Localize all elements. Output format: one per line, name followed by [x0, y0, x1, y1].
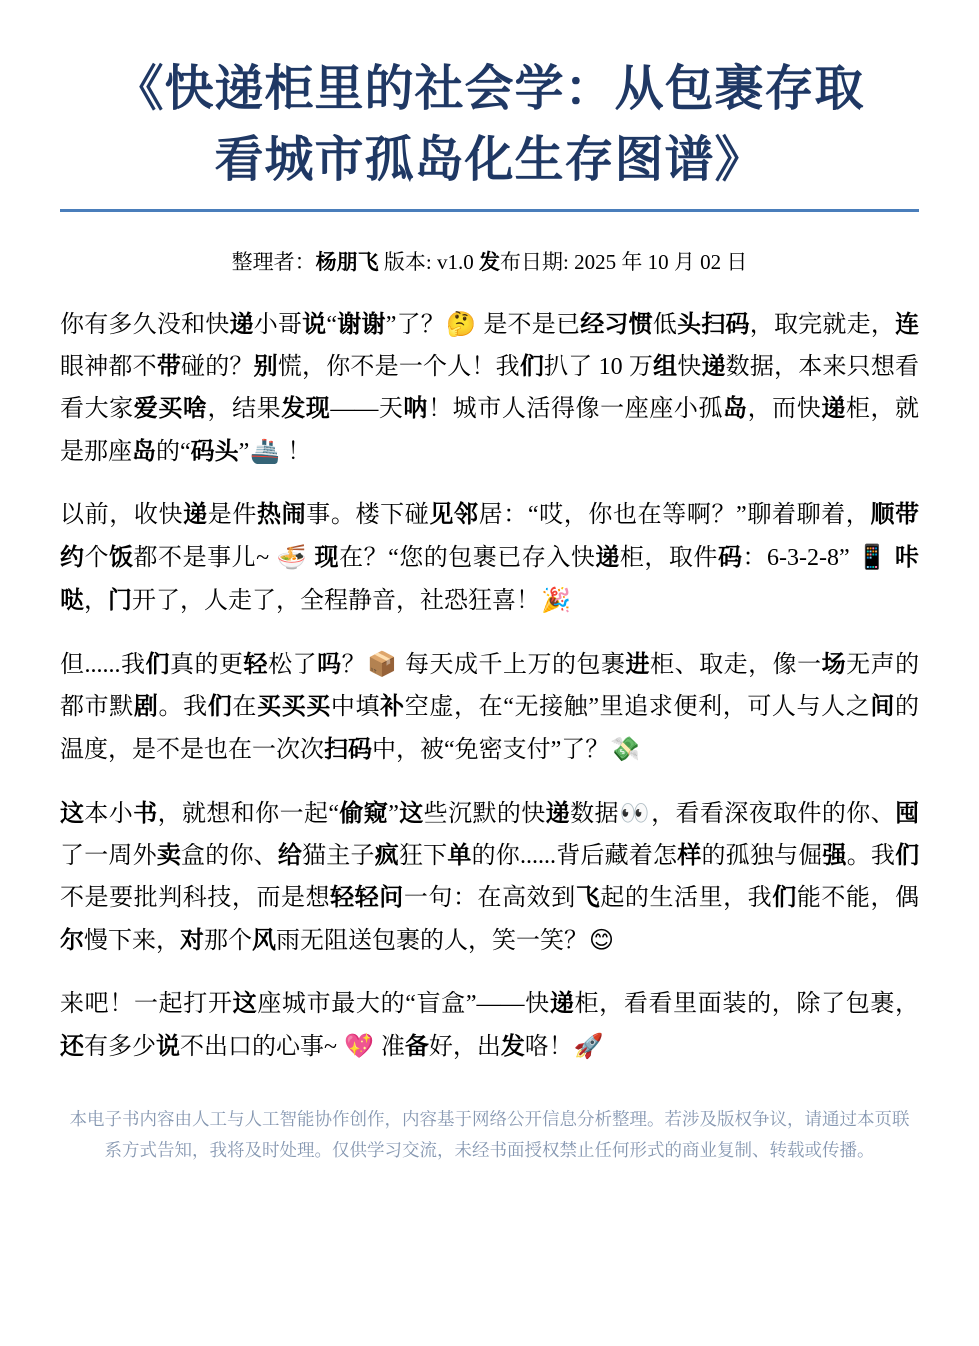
smiling-face-emoji: 😊: [589, 926, 615, 955]
bold-text: 岛: [723, 395, 748, 423]
text: 不是要批判科技，而是想: [60, 885, 331, 912]
text: 的“: [156, 439, 191, 466]
text: 能不能，偶: [796, 885, 920, 912]
text: 本小: [84, 801, 134, 828]
bold-text: 递: [545, 800, 571, 828]
bold-text: 谢谢: [337, 311, 386, 339]
bold-text: 风: [252, 927, 276, 955]
bold-text: 热闹: [256, 501, 307, 529]
bold-text: 杨朋飞: [315, 251, 379, 275]
bold-text: 咔哒: [60, 544, 920, 615]
text: ”: [238, 439, 250, 466]
bold-text: 们: [207, 693, 233, 721]
text: 雨无阻送包裹的人，笑一笑？: [276, 928, 588, 955]
text: 慌，你不是一个人！我: [277, 354, 520, 381]
text: 数据: [570, 801, 619, 828]
text: 猫主子: [302, 843, 375, 870]
bold-text: 剧: [133, 693, 159, 721]
text: 空虚，在“无接触”里追求便利，可人与人之: [404, 694, 871, 721]
bold-text: 递: [183, 501, 208, 529]
bold-text: 递: [229, 311, 254, 339]
bold-text: 码头: [190, 438, 239, 466]
body-text: [60, 303, 919, 1068]
text: 以前，收快: [60, 502, 184, 529]
bold-text: 这: [398, 800, 424, 828]
text: 版本: v1.0: [378, 250, 479, 275]
text: 扒了 10 万: [544, 354, 654, 381]
package-emoji: 📦: [367, 650, 398, 679]
text: 一句：在高效到: [403, 885, 576, 912]
bold-text: 间: [870, 693, 896, 721]
bold-text: 尔: [60, 927, 84, 955]
bold-text: 经习惯: [580, 311, 653, 339]
bold-text: 岛: [132, 438, 156, 466]
noodle-bowl-emoji: 🍜: [276, 543, 308, 572]
bold-text: 偷窥: [339, 800, 389, 828]
bold-text: 爱买啥: [133, 395, 208, 423]
bold-text: 场: [821, 651, 847, 679]
text: 眼神都不: [60, 354, 157, 381]
text: ，而快: [747, 396, 822, 423]
text: ”了？: [385, 312, 446, 339]
bold-text: 们: [145, 651, 171, 679]
text: 柜、取走，像一: [650, 652, 822, 679]
bold-text: 递: [595, 544, 620, 572]
text: 开了，人走了，全程静音，社恐狂喜！: [132, 588, 540, 615]
text: 无声的都市默: [60, 652, 920, 721]
ship-emoji: 🚢: [250, 437, 281, 466]
text: 盒的你、: [181, 843, 278, 870]
text: 狂下: [398, 843, 448, 870]
text: 小哥: [253, 312, 303, 339]
text: 在: [232, 694, 257, 721]
thinking-face-emoji: 🤔: [446, 310, 477, 339]
title-divider: [60, 209, 919, 212]
text: ，看看深夜取件的你、: [651, 801, 896, 828]
bold-text: 组: [653, 353, 678, 381]
text: 居：“哎，你也在等啊？”聊着聊着，: [478, 502, 871, 529]
paragraph: [60, 494, 919, 622]
bold-text: 连: [895, 311, 920, 339]
text: 来吧！一起打开: [60, 991, 233, 1018]
bold-text: 递: [701, 353, 726, 381]
text: 咯！: [524, 1034, 573, 1061]
bold-text: 们: [519, 353, 545, 381]
bold-text: 飞: [575, 884, 601, 912]
text: 都不是事儿~: [133, 545, 276, 572]
text: 布日期: 2025 年 10 月 02 日: [500, 250, 748, 275]
text: 数据，本来只想看看大家: [60, 354, 920, 423]
text: 松了: [268, 652, 318, 679]
text: 中填: [330, 694, 381, 721]
text: 柜，就是那座: [60, 396, 920, 466]
text: ？: [341, 652, 367, 679]
text: 的孤独与倔: [701, 843, 823, 870]
bold-text: 说: [156, 1033, 180, 1061]
bold-text: 轻: [243, 651, 269, 679]
text: 有多少: [84, 1034, 156, 1061]
text: ，取完就走，: [749, 312, 896, 339]
bold-text: 买买买: [256, 693, 331, 721]
text: 真的更: [170, 652, 244, 679]
text: 准: [374, 1034, 405, 1061]
bold-text: 发: [479, 251, 500, 275]
bold-text: 递: [821, 395, 846, 423]
text: 是不是已: [477, 312, 581, 339]
text: 低: [652, 312, 678, 339]
paragraph: [60, 303, 919, 473]
text: 的温度，是不是也在一次次: [60, 694, 920, 764]
bold-text: 吗: [317, 651, 342, 679]
text: ，就想和你一起“: [157, 801, 340, 828]
text: ！: [281, 439, 312, 466]
bold-text: 给: [277, 842, 303, 870]
text: 座城市最大的“盲盒”——快: [257, 991, 550, 1018]
text: 。我: [158, 694, 208, 721]
bold-text: 门: [108, 587, 132, 615]
text: 中，被“免密支付”了？: [372, 737, 610, 764]
bold-text: 补: [380, 693, 405, 721]
text: 整理者：: [231, 250, 316, 275]
bold-text: 进: [625, 651, 651, 679]
bold-text: 们: [895, 842, 920, 870]
bold-text: 见邻: [429, 501, 479, 529]
text: 好，出: [428, 1034, 501, 1061]
text: 每天成千上万的包裹: [398, 652, 626, 679]
bold-text: 样: [677, 842, 702, 870]
bold-text: 这: [60, 800, 85, 828]
text: ，: [84, 588, 108, 615]
byline: [60, 248, 919, 277]
text: 事。楼下碰: [306, 502, 430, 529]
text: 。我: [846, 843, 896, 870]
paragraph: [60, 643, 919, 771]
text: 你有多久没和快: [60, 312, 230, 339]
bold-text: 们: [772, 884, 797, 912]
paragraph: [60, 983, 919, 1068]
sparkling-heart-emoji: 💖: [343, 1032, 374, 1061]
bold-text: 头扫码: [677, 311, 750, 339]
bold-text: 呐: [403, 395, 429, 423]
page-title: [60, 54, 919, 195]
bold-text: 疯: [374, 842, 399, 870]
text: 柜，看看里面装的，除了包裹，: [574, 991, 920, 1018]
text: ——天: [330, 396, 404, 423]
bold-text: 别: [253, 353, 278, 381]
text: 的你......背后藏着怎: [471, 843, 678, 870]
bold-text: 这: [232, 990, 258, 1018]
bold-text: 带: [156, 353, 182, 381]
bold-text: 说: [302, 311, 327, 339]
bold-text: 还: [60, 1033, 84, 1061]
rocket-emoji: 🚀: [573, 1032, 604, 1061]
text: 个: [84, 545, 110, 572]
title-line-1: 《快递柜里的社会学：从包裹存取: [114, 62, 865, 116]
bold-text: 书: [133, 800, 158, 828]
text: “: [326, 312, 338, 339]
text: 起的生活里，我: [600, 885, 773, 912]
bold-text: 递: [549, 990, 575, 1018]
money-with-wings-emoji: 💸: [610, 735, 641, 764]
text: 那个: [204, 928, 252, 955]
bold-text: 扫码: [324, 736, 372, 764]
bold-text: 备: [404, 1033, 429, 1061]
disclaimer: 本电子书内容由人工与人工智能协作创作，内容基于网络公开信息分析整理。若涉及版权争议，请通过本页联系方式告知，我将及时处理。仅供学习交流，未经书面授权禁止任何形式的商业复制、转载或传播。: [69, 1109, 910, 1161]
bold-text: 发现: [281, 395, 331, 423]
party-popper-emoji: 🎉: [541, 586, 571, 615]
text: ：6-3-2-8”: [742, 545, 857, 572]
title-line-2: 看城市孤岛化生存图谱》: [214, 132, 765, 187]
text: 碰的？: [181, 354, 254, 381]
bold-text: 现: [314, 544, 340, 572]
bold-text: 轻轻问: [330, 884, 404, 912]
text: ！城市人活得像一座座小孤: [428, 396, 724, 423]
text: 快: [677, 354, 702, 381]
text: ”: [388, 801, 399, 828]
bold-text: 单: [447, 842, 472, 870]
text: 在？“您的包裹已存入快: [339, 545, 596, 572]
text: 是件: [207, 502, 257, 529]
bold-text: 对: [180, 927, 204, 955]
text: 了一周外: [60, 843, 157, 870]
bold-text: 卖: [156, 842, 182, 870]
text: 柜，取件: [619, 545, 718, 572]
text: ，结果: [207, 396, 282, 423]
bold-text: 强: [822, 842, 847, 870]
text: 些沉默的快: [423, 801, 546, 828]
bold-text: 顺带约: [60, 501, 920, 572]
text: 但......我: [60, 652, 146, 679]
text: 不出口的心事~: [180, 1034, 343, 1061]
bold-text: 发: [500, 1033, 525, 1061]
bold-text: 码: [717, 544, 743, 572]
eyes-emoji: 👀: [619, 799, 651, 828]
text: 慢下来，: [84, 928, 180, 955]
mobile-phone-emoji: 📱: [857, 543, 888, 572]
bold-text: 饭: [109, 544, 134, 572]
paragraph: [60, 792, 919, 962]
bold-text: 囤: [895, 800, 920, 828]
